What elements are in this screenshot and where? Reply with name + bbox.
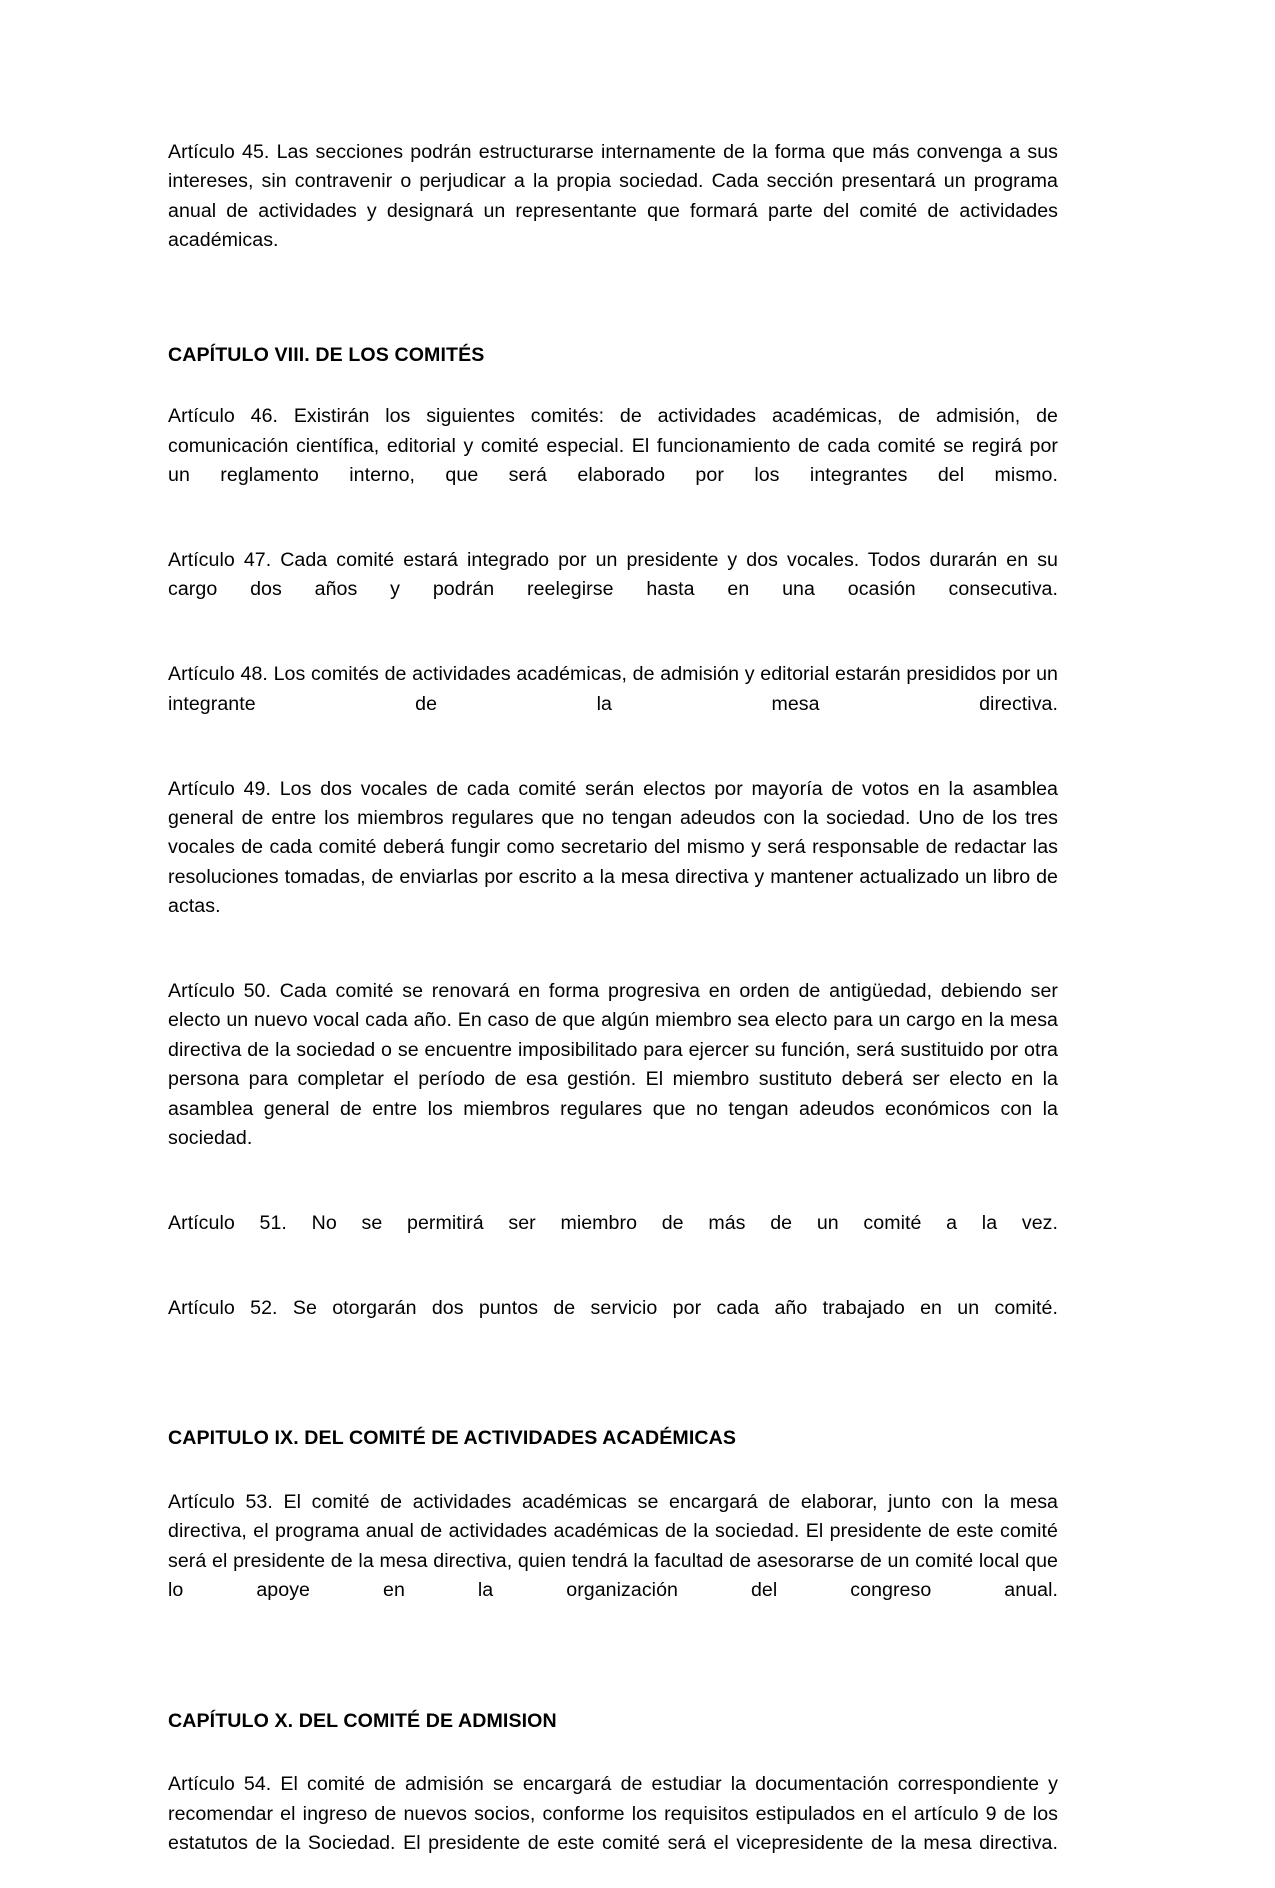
spacer-after-chapter-9: [168, 1454, 1058, 1488]
paragraph-articulo-50: Artículo 50. Cada comité se renovará en forma progresiva en orden de antigüedad, debiendo ser electo un nuevo vocal cada año. En caso de que algún miembro sea electo para un cargo en la mesa directiva de la sociedad o se encuentre imposibilitado para ejercer su función, será sustituido por otra persona para completar el período de esa gestión. El miembro sustituto deberá ser electo en la asamblea general de entre los miembros regulares que no tengan adeudos económicos con la sociedad.: [168, 979, 1058, 1149]
page-content: [168, 138, 1058, 1888]
paragraph-articulo-45: Artículo 45. Las secciones podrán estructurarse internamente de la forma que más convenga a sus intereses, sin contravenir o perjudicar a la propia sociedad. Cada sección presentará un programa anual de actividades y designará un representante que formará parte del comité de actividades académicas.: [168, 141, 1058, 252]
paragraph-articulo-53: Artículo 53. El comité de actividades académicas se encargará de elaborar, junto con la mesa directiva, el programa anual de actividades académicas de la sociedad. El presidente de este comité será el presidente de la mesa directiva, quien tendrá la facultad de asesorarse de un comité local que lo apoye en la organización del congreso anual.: [168, 1490, 1058, 1602]
paragraph-articulo-47: Artículo 47. Cada comité estará integrado por un presidente y dos vocales. Todos durarán en su cargo dos años y podrán reelegirse hasta en una ocasión consecutiva.: [168, 549, 1058, 601]
paragraph-articulo-52: Artículo 52. Se otorgarán dos puntos de servicio por cada año trabajado en un comité.: [168, 1296, 1058, 1319]
spacer-after-chapter-8: [168, 370, 1058, 402]
spacer-before-chapter-9: [168, 1378, 1058, 1424]
spacer-before-chapter-10: [168, 1661, 1058, 1707]
paragraph-articulo-48: Artículo 48. Los comités de actividades académicas, de admisión y editorial estarán presididos por un integrante de la mesa directiva.: [168, 663, 1058, 715]
paragraph-articulo-46: Artículo 46. Existirán los siguientes comités: de actividades académicas, de admisión, de comunicación científica, editorial y comité especial. El funcionamiento de cada comité se regirá por un reglamento interno, que será elaborado por los integrantes del mismo.: [168, 405, 1058, 487]
paragraph-articulo-54: Artículo 54. El comité de admisión se encargará de estudiar la documentación correspondiente y recomendar el ingreso de nuevos socios, conforme los requisitos estipulados en el artículo 9 de los estatutos de la Sociedad. El presidente de este comité será el vicepresidente de la mesa directiva.: [168, 1773, 1058, 1855]
heading-capitulo-x: CAPÍTULO X. DEL COMITÉ DE ADMISION: [168, 1709, 557, 1732]
heading-capitulo-ix: CAPITULO IX. DEL COMITÉ DE ACTIVIDADES ACADÉMICAS: [168, 1427, 737, 1450]
heading-capitulo-viii: CAPÍTULO VIII. DE LOS COMITÉS: [168, 344, 485, 367]
spacer-before-chapter-8: [168, 311, 1058, 341]
paragraph-articulo-51: Artículo 51. No se permitirá ser miembro de más de un comité a la vez.: [168, 1211, 1058, 1234]
paragraph-articulo-49: Artículo 49. Los dos vocales de cada comité serán electos por mayoría de votos en la asamblea general de entre los miembros regulares que no tengan adeudos con la sociedad. Uno de los tres vocales de cada comité deberá fungir como secretario del mismo y será responsable de redactar las resoluciones tomadas, de enviarlas por escrito a la mesa directiva y mantener actualizado un libro de actas.: [168, 777, 1058, 918]
spacer-after-chapter-10: [168, 1736, 1058, 1770]
